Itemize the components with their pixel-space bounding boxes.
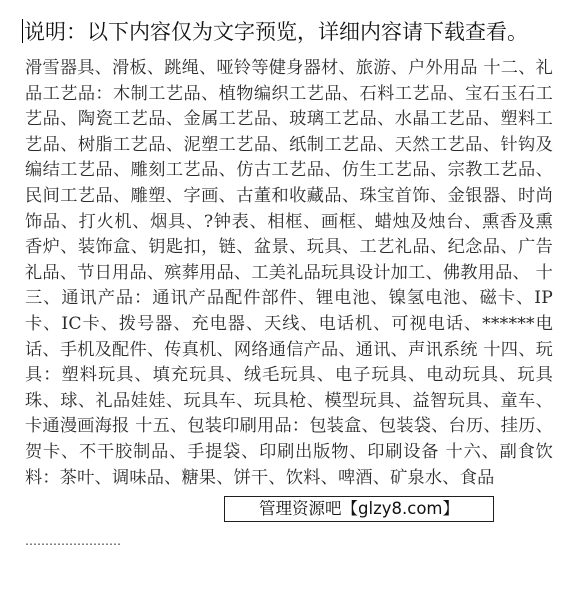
preview-notice-text: 说明：以下内容仅为文字预览，详细内容请下载查看。 [24,20,528,44]
preview-notice [22,18,562,46]
text-cursor [22,19,23,43]
document-body-text: 滑雪器具、滑板、跳绳、哑铃等健身器材、旅游、户外用品 十二、礼品工艺品：木制工艺品、植物编织工艺品、石料工艺品、宝石玉石工艺品、陶瓷工艺品、金属工艺品、玻璃工艺品、水晶工艺品、塑料工艺品、树脂工艺品、泥塑工艺品、纸制工艺品、天然工艺品、针钩及编结工艺品、雕刻工艺品、仿古工艺品、仿生工艺品、宗教工艺品、民间工艺品、雕塑、字画、古董和收藏品、珠宝首饰、金银器、时尚饰品、打火机、烟具、?钟表、相框、画框、蜡烛及烛台、熏香及熏香炉、装饰盒、钥匙扣，链、盆景、玩具、工艺礼品、纪念品、广告礼品、节日用品、殡葬用品、工美礼品玩具设计加工、佛教用品、 十三、通讯产品：通讯产品配件部件、锂电池、镍氢电池、磁卡、IP卡、IC卡、拨号器、充电器、天线、电话机、可视电话、******电话、手机及配件、传真机、网络通信产品、通讯、声讯系统 十四、玩具：塑料玩具、填充玩具、绒毛玩具、电子玩具、电动玩具、玩具珠、球、礼品娃娃、玩具车、玩具枪、模型玩具、益智玩具、童车、卡通漫画海报 十五、包装印刷用品：包装盒、包装袋、台历、挂历、贺卡、不干胶制品、手提袋、印刷出版物、印刷设备 十六、副食饮料：茶叶、调味品、糖果、饼干、饮料、啤酒、矿泉水、食品 [25,58,553,488]
continuation-ellipsis: …………………… [25,534,121,548]
site-watermark: 管理资源吧【glzy8.com】 [224,496,494,522]
